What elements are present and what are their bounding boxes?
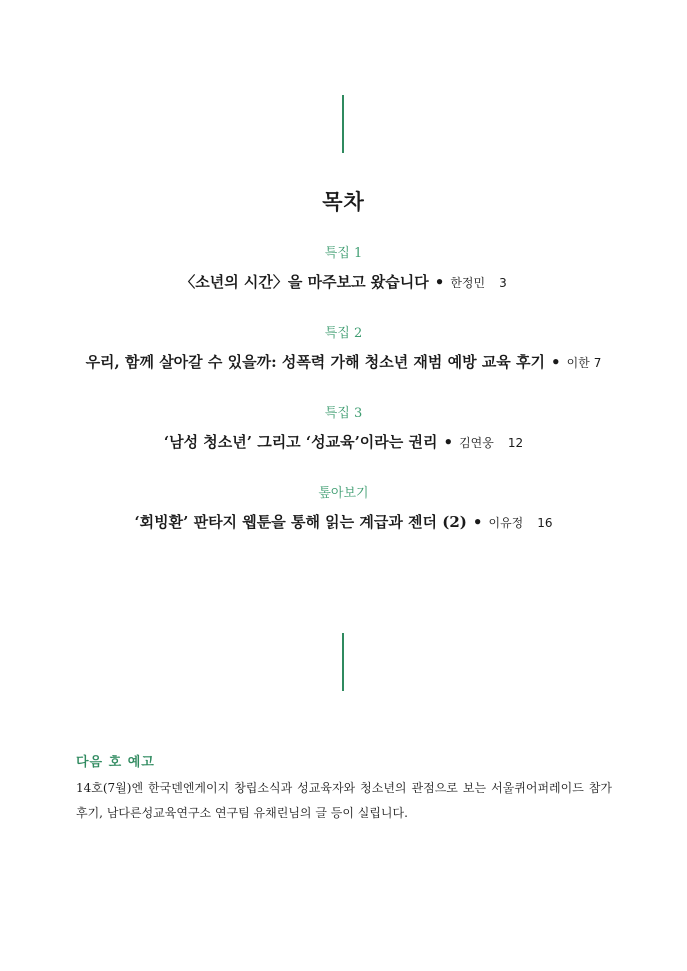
toc-category: 특집 3 xyxy=(324,406,363,421)
toc-category: 특집 1 xyxy=(324,246,363,261)
toc-entry-2[interactable] xyxy=(0,325,687,374)
toc-page-number: 3 xyxy=(499,276,507,290)
bullet-icon: • xyxy=(472,513,483,531)
toc-category: 특집 2 xyxy=(324,326,363,341)
page-title: 목차 xyxy=(322,189,365,214)
toc-category: 톺아보기 xyxy=(318,486,369,501)
toc-author: 이유정 xyxy=(488,516,524,530)
toc-page-number: 7 xyxy=(593,356,602,370)
bullet-icon: • xyxy=(443,433,454,451)
top-divider-line xyxy=(342,95,344,153)
toc-title: 우리, 함께 살아갈 수 있을까: 성폭력 가해 청소년 재범 예방 교육 후기 xyxy=(85,353,545,371)
toc-page-number: 12 xyxy=(507,436,524,450)
toc-page-number: 16 xyxy=(537,516,553,530)
toc-author: 한정민 xyxy=(450,276,486,290)
bottom-divider-line xyxy=(342,633,344,691)
toc-entry-4[interactable] xyxy=(0,485,687,534)
toc-title: 〈소년의 시간〉을 마주보고 왔습니다 xyxy=(180,273,429,291)
toc-title: ‘회빙환’ 판타지 웹툰을 통해 읽는 계급과 젠더 (2) xyxy=(134,513,467,531)
toc-author: 김연웅 xyxy=(459,436,494,450)
bullet-icon: • xyxy=(551,353,561,371)
toc-author: 이한 xyxy=(566,356,590,370)
toc-entry-1[interactable] xyxy=(0,245,687,294)
next-issue-heading: 다음 호 예고 xyxy=(76,755,155,770)
toc-title: ‘남성 청소년’ 그리고 ‘성교육’이라는 권리 xyxy=(163,433,438,451)
next-issue-body: 14호(7월)엔 한국덴엔게이지 창립소식과 성교육자와 청소년의 관점으로 보는 서울퀴어퍼레이드 참가 후기, 남다른성교육연구소 연구팀 유채린님의 글 등이 실립니다. xyxy=(76,781,612,820)
bullet-icon: • xyxy=(434,273,445,291)
toc-entry-3[interactable] xyxy=(0,405,687,454)
